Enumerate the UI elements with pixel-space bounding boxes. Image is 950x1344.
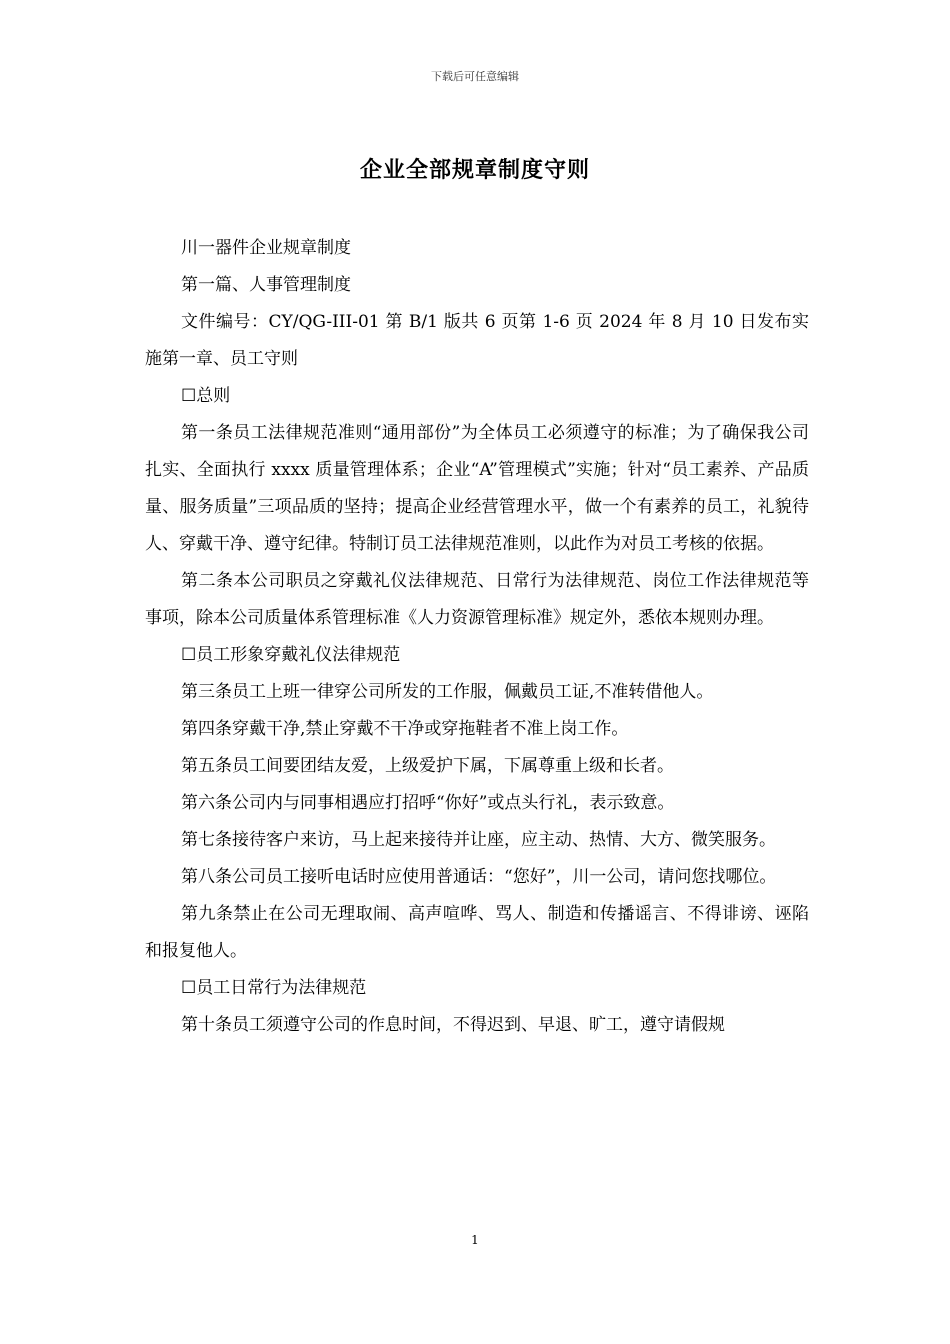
paragraph-article-4: 第四条穿戴干净,禁止穿戴不干净或穿拖鞋者不准上岗工作。 (181, 719, 629, 739)
page-header: 下载后可任意编辑 (431, 70, 519, 83)
paragraph-document-number: 文件编号：CY/QG-III-01 第 B/1 版共 6 页第 1-6 页 2024 年 8 月 10 日发布实施第一章、员工守则 (145, 312, 809, 369)
page-number: 1 (471, 1233, 479, 1247)
section-heading-daily-conduct: ☐员工日常行为法律规范 (181, 978, 367, 998)
document-title: 企业全部规章制度守则 (359, 157, 590, 183)
section-heading-appearance: ☐员工形象穿戴礼仪法律规范 (181, 645, 401, 665)
paragraph-article-1: 第一条员工法律规范准则“通用部份”为全体员工必须遵守的标准；为了确保我公司扎实、全面执行 xxxx 质量管理体系；企业“A”管理模式”实施；针对“员工素养、产品质量、服务质量”三项品质的坚持；提高企业经营管理水平，做一个有素养的员工，礼貌待人、穿戴干净、遵守纪律。特制订员工法律规范准则，以此作为对员工考核的依据。 (145, 423, 809, 554)
paragraph-part-one: 第一篇、人事管理制度 (181, 275, 351, 295)
paragraph-article-9: 第九条禁止在公司无理取闹、高声喧哗、骂人、制造和传播谣言、不得诽谤、诬陷和报复他人。 (145, 904, 809, 961)
paragraph-article-6: 第六条公司内与同事相遇应打招呼“你好”或点头行礼，表示致意。 (181, 793, 675, 813)
paragraph-article-2: 第二条本公司职员之穿戴礼仪法律规范、日常行为法律规范、岗位工作法律规范等事项，除本公司质量体系管理标准《人力资源管理标准》规定外，悉依本规则办理。 (145, 571, 809, 628)
section-heading-general: ☐总则 (181, 386, 231, 406)
paragraph-company-rules: 川一器件企业规章制度 (181, 238, 351, 258)
paragraph-article-5: 第五条员工间要团结友爱，上级爱护下属，下属尊重上级和长者。 (181, 756, 674, 776)
paragraph-article-10: 第十条员工须遵守公司的作息时间，不得迟到、早退、旷工，遵守请假规 (181, 1015, 725, 1035)
paragraph-article-3: 第三条员工上班一律穿公司所发的工作服，佩戴员工证,不准转借他人。 (181, 682, 714, 702)
document-body (145, 230, 809, 1044)
paragraph-article-8: 第八条公司员工接听电话时应使用普通话：“您好”，川一公司，请问您找哪位。 (181, 867, 777, 887)
paragraph-article-7: 第七条接待客户来访，马上起来接待并让座，应主动、热情、大方、微笑服务。 (181, 830, 776, 850)
